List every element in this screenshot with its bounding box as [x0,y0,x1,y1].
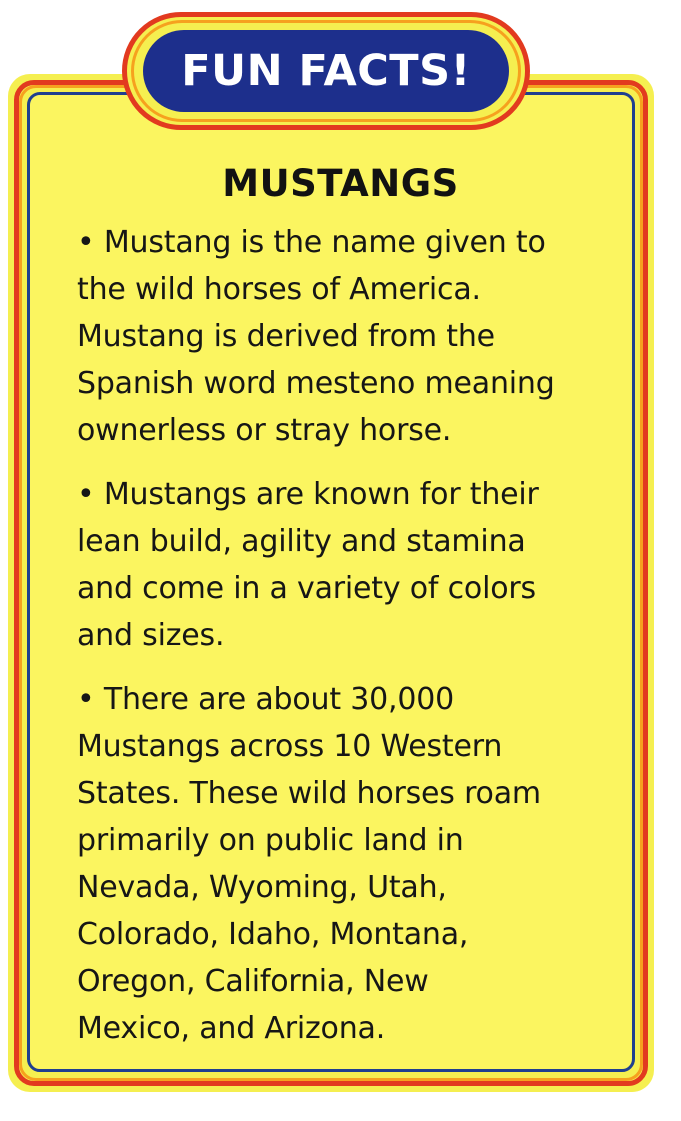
article-title: MUSTANGS [222,162,459,205]
fun-facts-badge [143,30,509,112]
fact-line: Mustang is derived from the [77,319,495,354]
fact-line: • Mustang is the name given to [77,225,546,260]
fact-line: Oregon, California, New [77,964,429,999]
fact-line: Nevada, Wyoming, Utah, [77,870,447,905]
fact-line: Mustangs across 10 Western [77,729,503,764]
fact-line: primarily on public land in [77,823,464,858]
badge-label: FUN FACTS! [181,46,471,96]
fact-line: Colorado, Idaho, Montana, [77,917,469,952]
fact-item-3 [77,676,622,1052]
fact-line: States. These wild horses roam [77,776,541,811]
fact-line: Spanish word mesteno meaning [77,366,555,401]
fact-line: and sizes. [77,618,225,653]
fact-line: • There are about 30,000 [77,682,455,717]
fact-line: and come in a variety of colors [77,571,536,606]
fact-line: ownerless or stray horse. [77,413,452,448]
fact-line: Mexico, and Arizona. [77,1011,386,1046]
fact-line: the wild horses of America. [77,272,481,307]
facts-list [77,219,622,1069]
fact-item-1 [77,219,622,454]
fact-line: lean build, agility and stamina [77,524,526,559]
fact-line: • Mustangs are known for their [77,477,539,512]
fact-item-2 [77,471,622,659]
